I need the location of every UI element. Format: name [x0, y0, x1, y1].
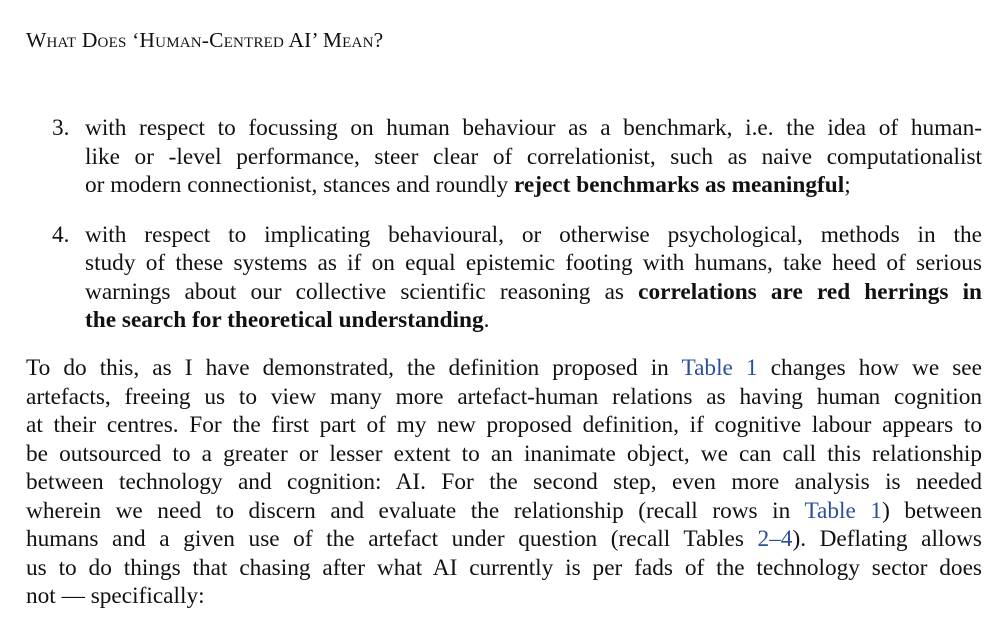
- table-1-link[interactable]: Table 1: [804, 497, 883, 524]
- item-text: with respect to implicating behavioural, or otherwise psychological, methods in the: [85, 221, 982, 248]
- paragraph-text: ). Deflating allows: [792, 526, 982, 552]
- item-text: ;: [844, 172, 851, 198]
- paragraph-line: not — specifically:: [26, 583, 205, 609]
- item-number: 3.: [52, 115, 70, 141]
- paragraph-text: ) between: [882, 497, 982, 524]
- paragraph-text: humans and a given use of the artefact under question (recall Tables: [26, 526, 758, 552]
- paragraph-line: [26, 525, 982, 554]
- item-text: .: [483, 307, 490, 333]
- numbered-list: [0, 114, 1000, 335]
- item-line: [85, 221, 982, 250]
- paragraph-line: at their centres. For the first part of my new proposed definition, if cognitive labour appears to: [26, 412, 982, 438]
- paragraph-text: To do this, as I have demonstrated, the definition proposed in: [26, 355, 682, 381]
- emphasis-text: correlations are red herrings in: [638, 278, 982, 305]
- body-paragraph: [26, 354, 982, 611]
- list-item-3: [52, 114, 982, 200]
- paragraph-line: between technology and cognition: AI. For the second step, even more analysis is needed: [26, 469, 982, 495]
- item-line: [85, 171, 982, 200]
- item-text: study of these systems as if on equal epistemic footing with humans, take heed of serious: [85, 250, 982, 276]
- list-item-4: [52, 221, 982, 335]
- item-text: warnings about our collective scientific reasoning as: [85, 278, 639, 305]
- item-text: with respect to focussing on human behaviour as a benchmark, i.e. the idea of human-: [85, 115, 982, 141]
- paragraph-line: artefacts, freeing us to view many more artefact-human relations as having human cognition: [26, 383, 982, 410]
- item-line: [85, 143, 982, 172]
- paragraph-line: [26, 354, 982, 383]
- emphasis-text: reject benchmarks as meaningful: [513, 172, 845, 198]
- paragraph-line: us to do things that chasing after what AI currently is per fads of the technology sector does: [26, 554, 982, 581]
- item-text: like or -level performance, steer clear of correlationist, such as naive computationalist: [85, 143, 982, 170]
- item-line: [85, 278, 982, 307]
- item-number: 4.: [52, 221, 70, 248]
- emphasis-text: the search for theoretical understanding: [85, 307, 484, 333]
- paragraph-line: be outsourced to a greater or lesser extent to an inanimate object, we can call this relationship: [26, 440, 982, 467]
- item-line: [85, 114, 982, 143]
- paragraph-text: changes how we see: [757, 355, 982, 381]
- item-line: [85, 249, 982, 278]
- table-1-link[interactable]: Table 1: [681, 355, 758, 381]
- item-line: [85, 306, 982, 335]
- running-head: What Does ‘Human-Centred AI’ Mean?: [26, 28, 384, 52]
- paragraph-text: wherein we need to discern and evaluate the relationship (recall rows in: [26, 497, 805, 524]
- item-text: or modern connectionist, stances and roundly: [85, 172, 514, 198]
- paragraph-line: [26, 497, 982, 526]
- tables-2-4-link[interactable]: 2–4: [757, 526, 793, 552]
